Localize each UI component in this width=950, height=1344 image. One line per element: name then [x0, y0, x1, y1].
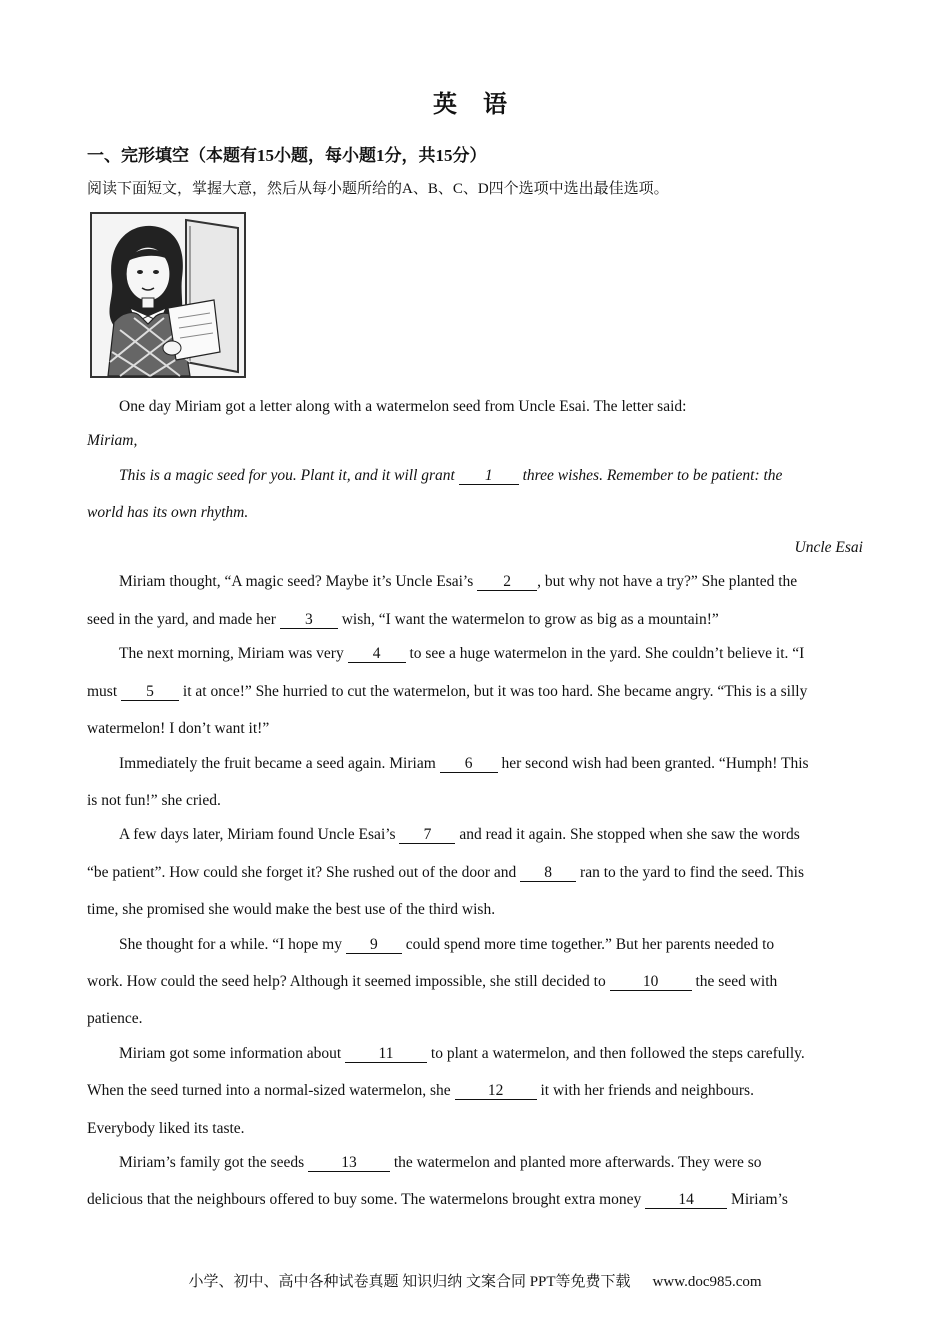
passage-line: Miriam thought, “A magic seed? Maybe it’s Uncle Esai’s 2 , but why not have a try?” She planted the — [119, 573, 798, 590]
passage-line: patience. — [87, 1010, 143, 1027]
passage-line: delicious that the neighbours offered to buy some. The watermelons brought extra money 14 Miriam’s — [87, 1191, 788, 1208]
page-footer — [0, 1270, 950, 1291]
passage-line: is not fun!” she cried. — [87, 792, 221, 809]
blank-7[interactable]: 7 — [399, 827, 455, 844]
blank-1[interactable]: 1 — [459, 468, 519, 485]
blank-2[interactable]: 2 — [477, 574, 537, 591]
passage-line: Everybody liked its taste. — [87, 1120, 245, 1137]
passage-line: This is a magic seed for you. Plant it, and it will grant 1 three wishes. Remember to be patient: the — [119, 467, 783, 484]
passage-line: Miriam’s family got the seeds 13 the watermelon and planted more afterwards. They were so — [119, 1154, 762, 1171]
passage-line: Miriam got some information about 11 to plant a watermelon, and then followed the steps carefully. — [119, 1045, 805, 1062]
blank-14[interactable]: 14 — [645, 1192, 727, 1209]
blank-12[interactable]: 12 — [455, 1083, 537, 1100]
section-heading: 一、完形填空（本题有15小题，每小题1分，共15分） — [87, 146, 487, 165]
blank-8[interactable]: 8 — [520, 865, 576, 882]
passage-line: must 5 it at once!” She hurried to cut the watermelon, but it was too hard. She became angry. “This is a silly — [87, 683, 808, 700]
passage-line: A few days later, Miriam found Uncle Esai’s 7 and read it again. She stopped when she saw the words — [119, 826, 800, 843]
instruction-text: 阅读下面短文，掌握大意，然后从每小题所给的A、B、C、D四个选项中选出最佳选项。 — [87, 181, 669, 197]
blank-3[interactable]: 3 — [280, 612, 338, 629]
blank-4[interactable]: 4 — [348, 646, 406, 663]
blank-9[interactable]: 9 — [346, 937, 402, 954]
passage-line: One day Miriam got a letter along with a watermelon seed from Uncle Esai. The letter said: — [119, 398, 687, 415]
passage-line: work. How could the seed help? Although it seemed impossible, she still decided to 10 the seed with — [87, 973, 778, 990]
blank-5[interactable]: 5 — [121, 684, 179, 701]
passage-line: “be patient”. How could she forget it? She rushed out of the door and 8 ran to the yard to find the seed. This — [87, 864, 805, 881]
passage-line: When the seed turned into a normal-sized watermelon, she 12 it with her friends and neighbours. — [87, 1082, 754, 1099]
blank-6[interactable]: 6 — [440, 756, 498, 773]
letter-signature: Uncle Esai — [794, 539, 863, 556]
page-title: 英 语 — [433, 92, 517, 118]
passage-line: watermelon! I don’t want it!” — [87, 720, 270, 737]
passage-line: time, she promised she would make the best use of the third wish. — [87, 901, 496, 918]
passage-line: The next morning, Miriam was very 4 to see a huge watermelon in the yard. She couldn’t believe it. “I — [119, 645, 805, 662]
girl-reading-letter-illustration — [90, 212, 246, 378]
footer-text: 小学、初中、高中各种试卷真题 知识归纳 文案合同 PPT等免费下载 — [188, 1274, 631, 1290]
letter-salutation: Miriam, — [87, 432, 138, 449]
blank-10[interactable]: 10 — [610, 974, 692, 991]
blank-13[interactable]: 13 — [308, 1155, 390, 1172]
passage-line: seed in the yard, and made her 3 wish, “I want the watermelon to grow as big as a mountain!” — [87, 611, 719, 628]
footer-url-link[interactable]: www.doc985.com — [652, 1274, 762, 1290]
passage-line: She thought for a while. “I hope my 9 could spend more time together.” But her parents needed to — [119, 936, 775, 953]
blank-11[interactable]: 11 — [345, 1046, 427, 1063]
passage-line: Immediately the fruit became a seed again. Miriam 6 her second wish had been granted. “Humph! This — [119, 755, 809, 772]
passage-line: world has its own rhythm. — [87, 504, 249, 521]
